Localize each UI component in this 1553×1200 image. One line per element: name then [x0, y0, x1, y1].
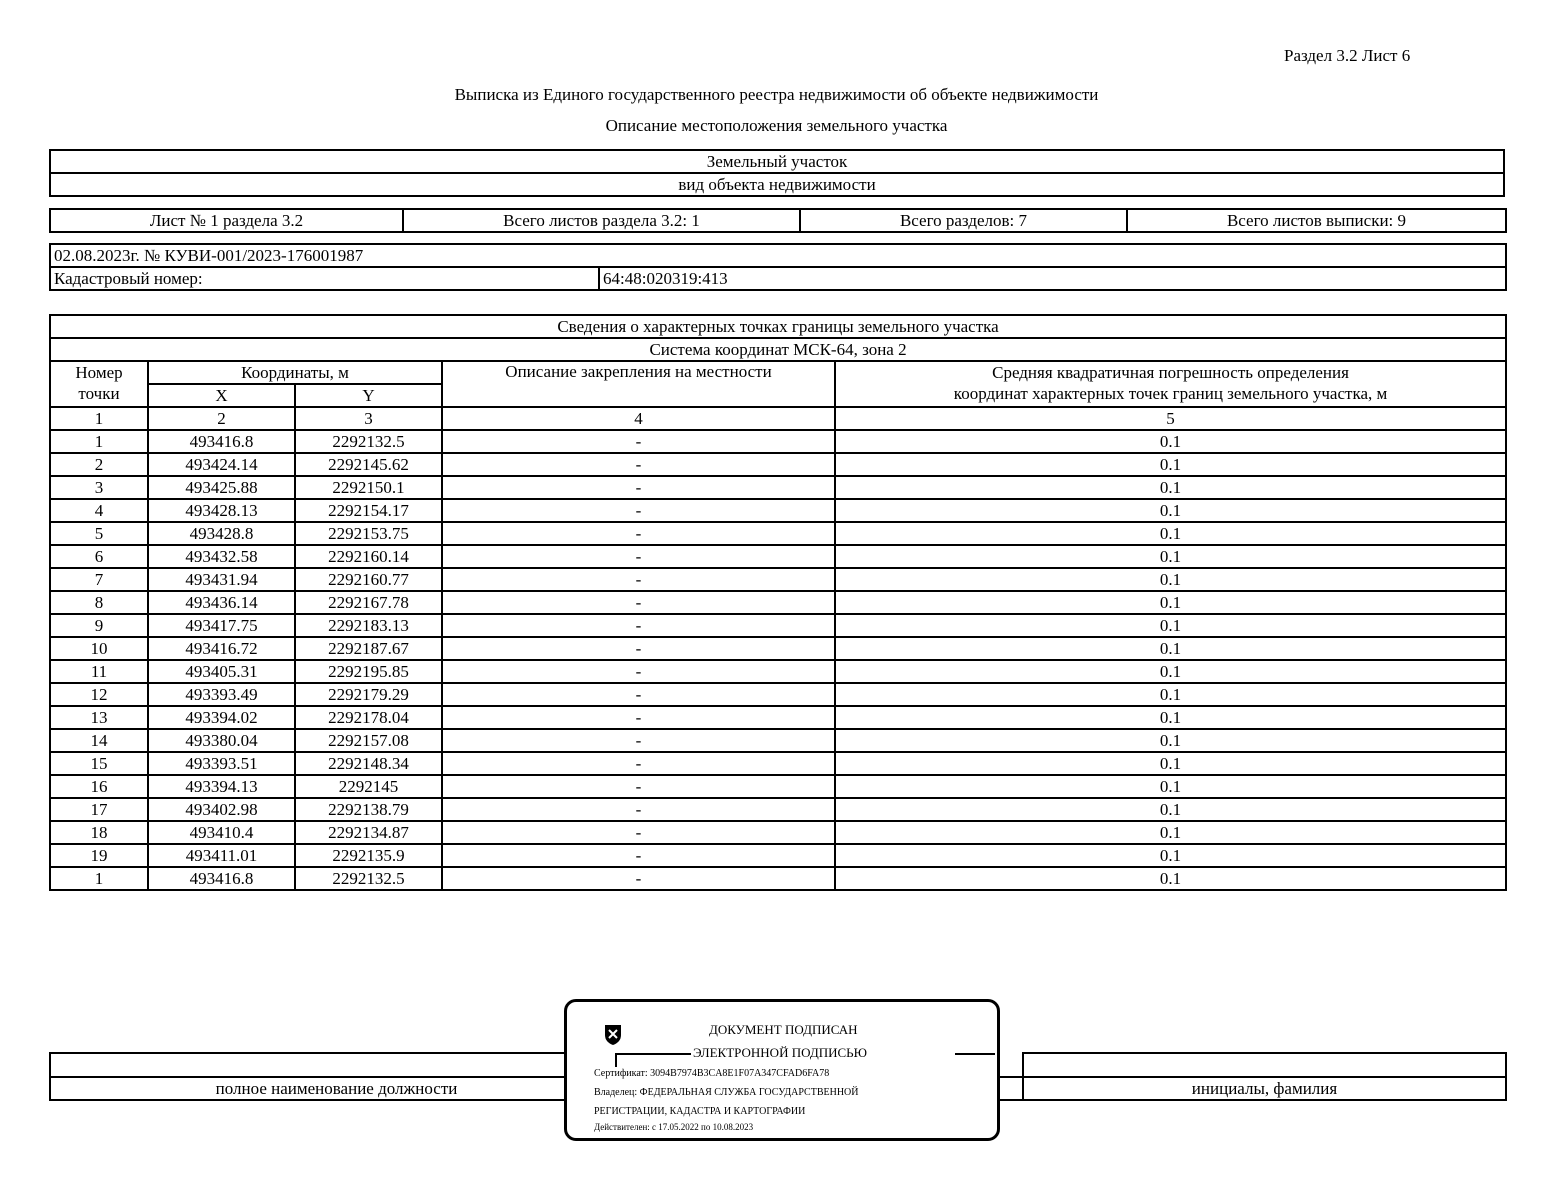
coord-y: 2292148.34 [295, 752, 442, 775]
coord-x: 493393.51 [148, 752, 295, 775]
point-number: 8 [50, 591, 148, 614]
point-number: 6 [50, 545, 148, 568]
mean-square-error: 0.1 [835, 867, 1506, 890]
coord-y: 2292138.79 [295, 798, 442, 821]
stamp-line2: ЭЛЕКТРОННОЙ ПОДПИСЬЮ [693, 1045, 867, 1060]
fixing-description: - [442, 430, 835, 453]
mean-square-error: 0.1 [835, 798, 1506, 821]
column-number: 5 [835, 407, 1506, 430]
coord-x: 493393.49 [148, 683, 295, 706]
point-number: 1 [50, 867, 148, 890]
table-row [50, 568, 1506, 591]
point-number: 16 [50, 775, 148, 798]
mean-square-error: 0.1 [835, 706, 1506, 729]
coord-x: 493416.8 [148, 867, 295, 890]
fixing-description: - [442, 752, 835, 775]
table-row [50, 729, 1506, 752]
mean-square-error: 0.1 [835, 522, 1506, 545]
coord-x: 493424.14 [148, 453, 295, 476]
coord-x: 493411.01 [148, 844, 295, 867]
mean-square-error: 0.1 [835, 430, 1506, 453]
mean-square-error: 0.1 [835, 729, 1506, 752]
coord-x: 493428.13 [148, 499, 295, 522]
table-row [50, 614, 1506, 637]
coord-y: 2292160.77 [295, 568, 442, 591]
fixing-description: - [442, 729, 835, 752]
total-sections: Всего разделов: 7 [800, 209, 1127, 232]
point-number: 3 [50, 476, 148, 499]
header-error-line2: координат характерных точек границ земельного участка, м [953, 384, 1388, 403]
coord-y: 2292157.08 [295, 729, 442, 752]
fixing-description: - [442, 614, 835, 637]
fixing-description: - [442, 545, 835, 568]
electronic-signature-stamp [564, 999, 1000, 1141]
point-number: 18 [50, 821, 148, 844]
mean-square-error: 0.1 [835, 683, 1506, 706]
table-row [50, 545, 1506, 568]
point-number: 19 [50, 844, 148, 867]
table-row [50, 798, 1506, 821]
point-number: 15 [50, 752, 148, 775]
table-row [50, 522, 1506, 545]
coord-x: 493405.31 [148, 660, 295, 683]
fixing-description: - [442, 775, 835, 798]
coord-y: 2292132.5 [295, 867, 442, 890]
stamp-owner-line2: РЕГИСТРАЦИИ, КАДАСТРА И КАРТОГРАФИИ [594, 1106, 806, 1117]
coord-y: 2292179.29 [295, 683, 442, 706]
coord-x: 493394.02 [148, 706, 295, 729]
object-name: Земельный участок [50, 150, 1504, 173]
point-number: 4 [50, 499, 148, 522]
fixing-description: - [442, 821, 835, 844]
coord-y: 2292178.04 [295, 706, 442, 729]
header-error [835, 361, 1506, 407]
mean-square-error: 0.1 [835, 660, 1506, 683]
point-number: 7 [50, 568, 148, 591]
coord-x: 493416.72 [148, 637, 295, 660]
cadastral-value: 64:48:020319:413 [599, 267, 1506, 290]
mean-square-error: 0.1 [835, 499, 1506, 522]
coord-y: 2292134.87 [295, 821, 442, 844]
column-number: 1 [50, 407, 148, 430]
point-number: 14 [50, 729, 148, 752]
coord-y: 2292135.9 [295, 844, 442, 867]
coord-y: 2292187.67 [295, 637, 442, 660]
table-row [50, 775, 1506, 798]
table-row [50, 499, 1506, 522]
table-row [50, 637, 1506, 660]
fixing-description: - [442, 476, 835, 499]
section-reference: Раздел 3.2 Лист 6 [1284, 46, 1411, 65]
cadastral-label: Кадастровый номер: [50, 267, 599, 290]
coord-y: 2292150.1 [295, 476, 442, 499]
position-caption: полное наименование должности [50, 1077, 623, 1100]
fixing-description: - [442, 798, 835, 821]
point-number: 10 [50, 637, 148, 660]
fixing-description: - [442, 867, 835, 890]
position-field [50, 1053, 623, 1077]
mean-square-error: 0.1 [835, 821, 1506, 844]
coord-y: 2292145.62 [295, 453, 442, 476]
coord-y: 2292160.14 [295, 545, 442, 568]
fixing-description: - [442, 453, 835, 476]
mean-square-error: 0.1 [835, 591, 1506, 614]
coord-x: 493416.8 [148, 430, 295, 453]
header-x: X [148, 384, 295, 407]
point-number: 11 [50, 660, 148, 683]
stamp-owner-line1: Владелец: ФЕДЕРАЛЬНАЯ СЛУЖБА ГОСУДАРСТВЕННОЙ [594, 1087, 859, 1098]
table-row [50, 430, 1506, 453]
column-number: 2 [148, 407, 295, 430]
fixing-description: - [442, 683, 835, 706]
stamp-certificate: Сертификат: 3094B7974B3CA8E1F07A347CFAD6FA78 [594, 1068, 830, 1079]
mean-square-error: 0.1 [835, 614, 1506, 637]
stamp-line1: ДОКУМЕНТ ПОДПИСАН [709, 1022, 858, 1037]
coord-x: 493428.8 [148, 522, 295, 545]
table-row [50, 867, 1506, 890]
table-row [50, 821, 1506, 844]
header-y: Y [295, 384, 442, 407]
name-caption: инициалы, фамилия [1023, 1077, 1506, 1100]
coat-of-arms-icon [601, 1022, 625, 1046]
table-row [50, 683, 1506, 706]
header-point-number-line2: точки [78, 384, 120, 403]
name-field [1023, 1053, 1506, 1077]
header-point-number [50, 361, 148, 407]
coord-x: 493425.88 [148, 476, 295, 499]
point-number: 9 [50, 614, 148, 637]
table-row [50, 476, 1506, 499]
fixing-description: - [442, 522, 835, 545]
mean-square-error: 0.1 [835, 775, 1506, 798]
point-number: 12 [50, 683, 148, 706]
stamp-rule-stem [615, 1053, 617, 1067]
coord-y: 2292195.85 [295, 660, 442, 683]
column-number: 4 [442, 407, 835, 430]
table-row [50, 660, 1506, 683]
ident-table [49, 243, 1507, 291]
mean-square-error: 0.1 [835, 637, 1506, 660]
total-sheets-extract: Всего листов выписки: 9 [1127, 209, 1506, 232]
fixing-description: - [442, 568, 835, 591]
point-number: 17 [50, 798, 148, 821]
point-number: 2 [50, 453, 148, 476]
coord-y: 2292154.17 [295, 499, 442, 522]
table-row [50, 706, 1506, 729]
fixing-description: - [442, 499, 835, 522]
coord-y: 2292132.5 [295, 430, 442, 453]
header-description: Описание закрепления на местности [442, 361, 835, 407]
column-number: 3 [295, 407, 442, 430]
coord-x: 493432.58 [148, 545, 295, 568]
date-number: 02.08.2023г. № КУВИ-001/2023-176001987 [50, 244, 1506, 267]
sheets-table [49, 208, 1507, 233]
table-row [50, 752, 1506, 775]
coord-x: 493410.4 [148, 821, 295, 844]
point-number: 13 [50, 706, 148, 729]
coord-system: Система координат МСК-64, зона 2 [50, 338, 1506, 361]
table-row [50, 844, 1506, 867]
boundary-points-table [49, 314, 1507, 891]
coord-x: 493431.94 [148, 568, 295, 591]
coord-x: 493436.14 [148, 591, 295, 614]
point-number: 5 [50, 522, 148, 545]
object-type-table [49, 149, 1505, 197]
table-row [50, 591, 1506, 614]
coord-y: 2292167.78 [295, 591, 442, 614]
fixing-description: - [442, 660, 835, 683]
coord-x: 493380.04 [148, 729, 295, 752]
header-coordinates: Координаты, м [148, 361, 442, 384]
mean-square-error: 0.1 [835, 545, 1506, 568]
point-number: 1 [50, 430, 148, 453]
fixing-description: - [442, 706, 835, 729]
coord-x: 493417.75 [148, 614, 295, 637]
table-row [50, 453, 1506, 476]
object-type-caption: вид объекта недвижимости [50, 173, 1504, 196]
fixing-description: - [442, 844, 835, 867]
stamp-valid: Действителен: с 17.05.2022 по 10.08.2023 [594, 1122, 754, 1132]
mean-square-error: 0.1 [835, 844, 1506, 867]
coord-x: 493402.98 [148, 798, 295, 821]
mean-square-error: 0.1 [835, 453, 1506, 476]
coord-y: 2292183.13 [295, 614, 442, 637]
mean-square-error: 0.1 [835, 476, 1506, 499]
coord-y: 2292153.75 [295, 522, 442, 545]
total-sheets-section: Всего листов раздела 3.2: 1 [403, 209, 800, 232]
header-point-number-line1: Номер [75, 363, 123, 382]
mean-square-error: 0.1 [835, 568, 1506, 591]
fixing-description: - [442, 591, 835, 614]
coord-x: 493394.13 [148, 775, 295, 798]
stamp-rule-left [615, 1053, 691, 1055]
table-title: Сведения о характерных точках границы земельного участка [50, 315, 1506, 338]
coord-y: 2292145 [295, 775, 442, 798]
header-error-line1: Средняя квадратичная погрешность определения [992, 363, 1349, 382]
document-subtitle: Описание местоположения земельного участка [605, 116, 948, 135]
fixing-description: - [442, 637, 835, 660]
sheet-number: Лист № 1 раздела 3.2 [50, 209, 403, 232]
mean-square-error: 0.1 [835, 752, 1506, 775]
stamp-rule-right [955, 1053, 995, 1055]
document-title: Выписка из Единого государственного реестра недвижимости об объекте недвижимости [454, 85, 1099, 104]
